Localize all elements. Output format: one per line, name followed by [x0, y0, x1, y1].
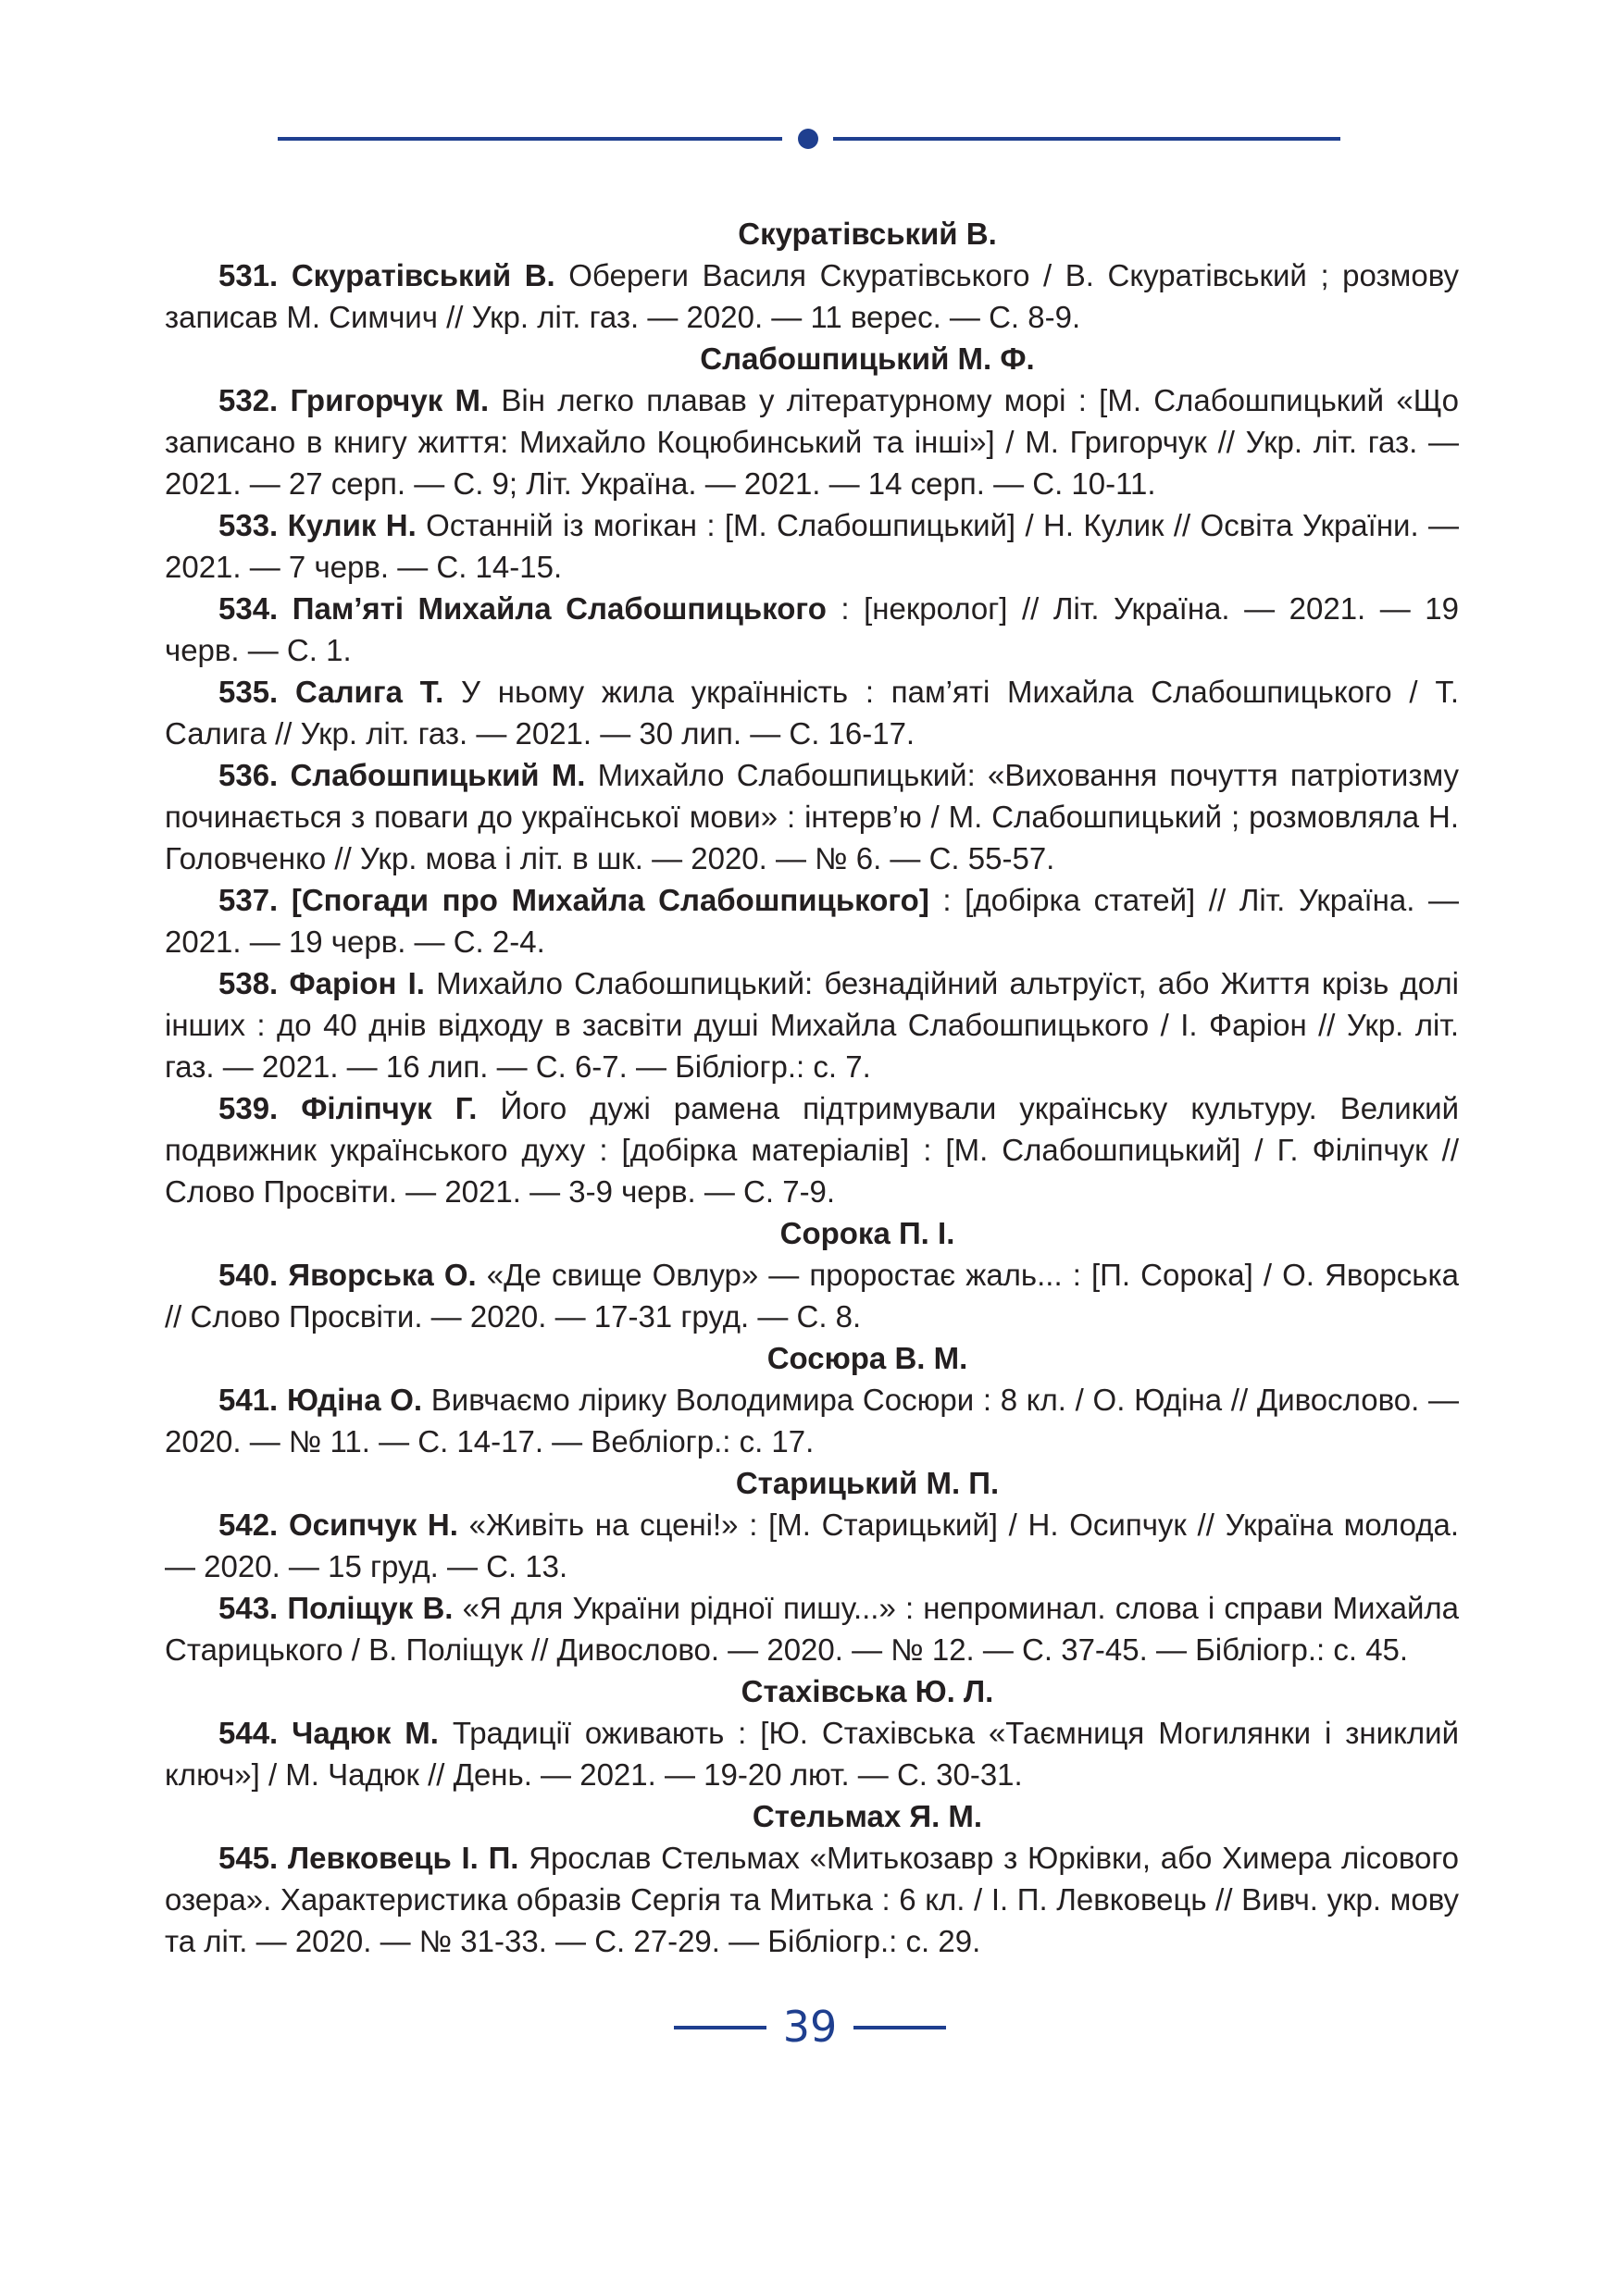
section-heading: Сосюра В. М.: [766, 1341, 968, 1375]
entry-number: 544.: [218, 1716, 279, 1750]
bibliography-entry: [165, 588, 1459, 671]
entry-text: Ярослав Стельмах «Митькозавр з Юрківки, або Химера лісового озера». Характеристика образів Сергія та Митька : 6 кл. / І. П. Левковець // Вивч. укр. мову та літ. — 2020. — № 31-33. — С. 27-29. — Бібліогр.: с. 29.: [165, 1841, 1459, 1958]
entry-author: Григорчук М.: [290, 383, 490, 417]
footer-line-right: [853, 2026, 946, 2029]
entry-author: Кулик Н.: [287, 508, 417, 542]
entry-number: 545.: [218, 1841, 279, 1875]
section-heading: Слабошпицький М. Ф.: [700, 341, 1035, 376]
section-heading: Старицький М. П.: [735, 1466, 1000, 1500]
entry-text: Обереги Василя Скуратівського / В. Скуратівський ; розмову записав М. Симчич // Укр. літ. газ. — 2020. — 11 верес. — С. 8-9.: [165, 258, 1459, 334]
entry-number: 536.: [218, 758, 279, 792]
bibliography-entry: [165, 754, 1459, 879]
entry-text: Вивчаємо лірику Володимира Сосюри : 8 кл. / О. Юдіна // Дивослово. — 2020. — № 11. — С. 14-17. — Вебліогр.: с. 17.: [165, 1383, 1459, 1458]
entry-number: 532.: [218, 383, 279, 417]
bibliography-entry: [165, 504, 1459, 588]
entry-author: Юдіна О.: [286, 1383, 423, 1417]
ornament-line-right: [833, 137, 1340, 141]
entry-number: 538.: [218, 966, 279, 1000]
entry-author: Філіпчук Г.: [301, 1091, 478, 1125]
entry-text: Традиції оживають : [Ю. Стахівська «Таємниця Могилянки і зниклий ключ»] / М. Чадюк // День. — 2021. — 19-20 лют. — С. 30-31.: [165, 1716, 1460, 1792]
entry-author: Левковець І. П.: [287, 1841, 519, 1875]
entry-author: Фаріон І.: [289, 966, 425, 1000]
entry-author: Яворська О.: [288, 1258, 477, 1292]
bibliography-entry: [165, 879, 1459, 962]
bibliography-entry: [165, 1504, 1459, 1587]
entry-text: «Живіть на сцені!» : [М. Старицький] / Н. Осипчук // Україна молода. — 2020. — 15 груд. — С. 13.: [165, 1508, 1460, 1583]
entry-text: : [некролог] // Літ. Україна. — 2021. — 19 черв. — С. 1.: [165, 591, 1460, 667]
bibliography-entry: [165, 379, 1459, 504]
bibliography-entry: [165, 1587, 1459, 1670]
ornament-dot: [798, 129, 818, 149]
entry-text: : [добірка статей] // Літ. Україна. — 2021. — 19 черв. — С. 2-4.: [165, 883, 1460, 959]
page-number: 39: [782, 2002, 838, 2052]
entry-author: [Спогади про Михайла Слабошпицького]: [291, 883, 929, 917]
entry-number: 535.: [218, 675, 279, 709]
entry-number: 539.: [218, 1091, 279, 1125]
entry-text: «Я для України рідної пишу...» : непроминал. слова і справи Михайла Старицького / В. Поліщук // Дивослово. — 2020. — № 12. — С. 37-45. — Бібліогр.: с. 45.: [165, 1591, 1460, 1667]
entry-text: У ньому жила українність : пам’яті Михайла Слабошпицького / Т. Салига // Укр. літ. газ. — 2021. — 30 лип. — С. 16-17.: [165, 675, 1459, 751]
entry-number: 543.: [218, 1591, 279, 1625]
entry-number: 542.: [218, 1508, 279, 1542]
entry-author: Слабошпицький М.: [290, 758, 586, 792]
entry-number: 540.: [218, 1258, 279, 1292]
ornament-line-left: [278, 137, 782, 141]
section-heading: Стахівська Ю. Л.: [741, 1674, 994, 1708]
bibliography-entry: [165, 1254, 1459, 1337]
entry-number: 541.: [218, 1383, 279, 1417]
entry-number: 533.: [218, 508, 279, 542]
bibliography-list: [165, 213, 1459, 1962]
entry-author: Пам’яті Михайла Слабошпицького: [292, 591, 827, 626]
bibliography-entry: [165, 671, 1459, 754]
section-heading: Скуратівський В.: [738, 217, 997, 251]
footer-line-left: [674, 2026, 766, 2029]
entry-text: Останній із могікан : [М. Слабошпицький] / Н. Кулик // Освіта України. — 2021. — 7 черв. — С. 14-15.: [165, 508, 1460, 584]
section-heading: Стельмах Я. М.: [752, 1799, 983, 1833]
bibliography-entry: [165, 254, 1459, 338]
bibliography-entry: [165, 1087, 1459, 1212]
entry-number: 531.: [218, 258, 279, 292]
entry-text: Він легко плавав у літературному морі : [М. Слабошпицький «Що записано в книгу життя: Михайло Коцюбинський та інші»] / М. Григорчук // Укр. літ. газ. — 2021. — 27 серп. — С. 9; Літ. Україна. — 2021. — 14 серп. — С. 10-11.: [165, 383, 1459, 501]
bibliography-entry: [165, 1379, 1459, 1462]
entry-text: Михайло Слабошпицький: безнадійний альтруїст, або Життя крізь долі інших : до 40 днів відходу в засвіти душі Михайла Слабошпицького / І. Фаріон // Укр. літ. газ. — 2021. — 16 лип. — С. 6-7. — Бібліогр.: с. 7.: [165, 966, 1459, 1084]
entry-text: Його дужі рамена підтримували українську культуру. Великий подвижник українського духу : [добірка матеріалів] : [М. Слабошпицький] / Г. Філіпчук // Слово Просвіти. — 2021. — 3-9 черв. — С. 7-9.: [165, 1091, 1460, 1209]
entry-number: 534.: [218, 591, 279, 626]
entry-author: Осипчук Н.: [288, 1508, 458, 1542]
top-ornament: [278, 128, 1340, 150]
entry-text: «Де свище Овлур» — проростає жаль... : [П. Сорока] / О. Яворська // Слово Просвіти. — 2020. — 17-31 груд. — С. 8.: [165, 1258, 1459, 1334]
entry-author: Салига Т.: [294, 675, 444, 709]
bibliography-entry: [165, 962, 1459, 1087]
entry-author: Скуратівський В.: [291, 258, 555, 292]
bibliography-entry: [165, 1712, 1459, 1795]
section-heading: Сорока П. І.: [779, 1216, 955, 1250]
entry-author: Чадюк М.: [292, 1716, 439, 1750]
entry-number: 537.: [218, 883, 279, 917]
entry-text: Михайло Слабошпицький: «Виховання почуття патріотизму починається з поваги до української мови» : інтерв’ю / М. Слабошпицький ; розмовляла Н. Головченко // Укр. мова і літ. в шк. — 2020. — № 6. — С. 55-57.: [165, 758, 1460, 875]
page-footer: [0, 1999, 1619, 2054]
bibliography-entry: [165, 1837, 1459, 1962]
entry-author: Поліщук В.: [287, 1591, 454, 1625]
